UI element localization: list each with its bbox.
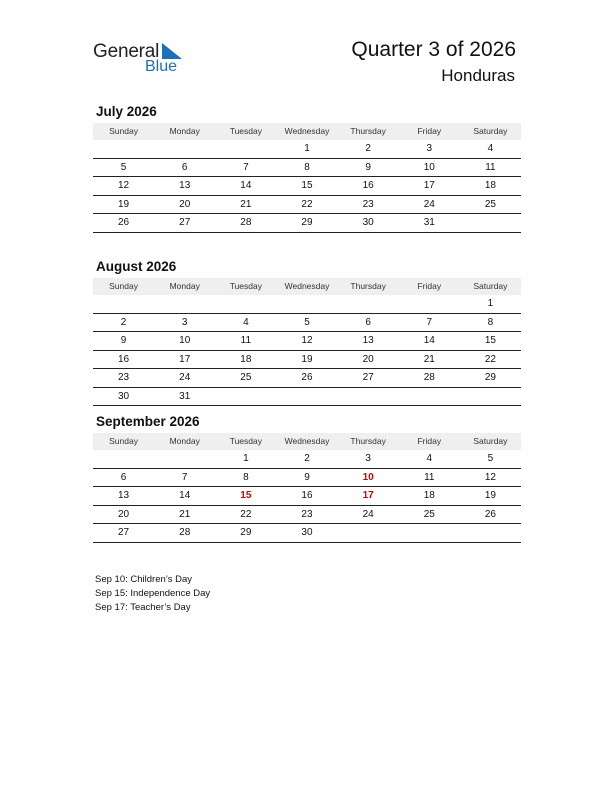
day-cell: 15 xyxy=(240,490,252,501)
week-row xyxy=(93,314,521,333)
weekday-label: Saturday xyxy=(473,281,508,291)
week-row xyxy=(93,140,521,159)
day-cell: 10 xyxy=(423,161,435,173)
week-row xyxy=(93,524,521,543)
day-cell: 3 xyxy=(181,316,188,328)
day-cell: 2 xyxy=(365,143,371,154)
day-cell: 8 xyxy=(487,316,494,328)
day-cell xyxy=(93,450,154,468)
weekday-label: Monday xyxy=(169,281,200,291)
country-name: Honduras xyxy=(441,66,515,85)
day-cell xyxy=(215,388,276,406)
month-grid xyxy=(93,450,521,543)
day-cell: 26 xyxy=(118,217,130,228)
day-cell: 29 xyxy=(301,217,313,228)
day-cell: 16 xyxy=(362,180,374,191)
week-row xyxy=(93,388,521,407)
day-cell: 6 xyxy=(181,161,188,173)
day-cell xyxy=(460,388,521,406)
day-cell: 6 xyxy=(120,471,127,483)
day-cell: 5 xyxy=(304,316,310,328)
day-cell: 14 xyxy=(179,490,191,501)
day-cell: 11 xyxy=(485,161,496,173)
holiday-item: Sep 10: Children’s Day xyxy=(95,574,192,585)
day-cell: 14 xyxy=(240,180,252,191)
month-title: September 2026 xyxy=(96,414,200,429)
day-cell xyxy=(154,140,215,158)
day-cell: 7 xyxy=(243,161,249,173)
day-cell: 23 xyxy=(118,372,130,383)
day-cell: 20 xyxy=(179,198,191,210)
logo-text-general: General xyxy=(93,41,160,62)
holiday-item: Sep 15: Independence Day xyxy=(95,588,211,599)
day-cell: 1 xyxy=(304,143,310,154)
day-cell: 19 xyxy=(118,198,130,210)
day-cell: 12 xyxy=(301,335,313,346)
day-cell xyxy=(399,524,460,542)
week-row xyxy=(93,487,521,506)
logo-text-blue: Blue xyxy=(145,58,178,75)
day-cell: 13 xyxy=(362,335,374,346)
day-cell: 13 xyxy=(179,180,191,191)
month-grid xyxy=(93,295,521,406)
day-cell: 25 xyxy=(240,372,252,383)
week-row xyxy=(93,295,521,314)
weekday-label: Saturday xyxy=(473,126,508,136)
day-cell: 29 xyxy=(484,372,496,383)
week-row xyxy=(93,214,521,233)
week-row xyxy=(93,332,521,351)
weekday-label: Thursday xyxy=(350,281,386,291)
day-cell xyxy=(338,388,399,406)
day-cell: 31 xyxy=(423,217,435,228)
weekday-label: Monday xyxy=(169,126,200,136)
week-row xyxy=(93,506,521,525)
day-cell xyxy=(399,388,460,406)
day-cell xyxy=(93,140,154,158)
day-cell: 11 xyxy=(240,335,252,346)
weekday-label: Tuesday xyxy=(229,281,262,291)
weekday-label: Friday xyxy=(417,126,442,136)
holiday-list xyxy=(95,573,210,615)
day-cell: 27 xyxy=(118,527,130,538)
day-cell: 14 xyxy=(423,335,435,346)
day-cell: 8 xyxy=(243,471,249,483)
day-cell: 6 xyxy=(365,316,371,328)
weekday-label: Wednesday xyxy=(284,436,330,446)
day-cell xyxy=(460,214,521,232)
day-cell: 18 xyxy=(484,180,496,191)
weekday-label: Sunday xyxy=(109,436,138,446)
day-cell: 19 xyxy=(484,490,496,501)
day-cell: 27 xyxy=(362,372,374,383)
weekday-header xyxy=(93,278,521,295)
day-cell: 4 xyxy=(487,143,494,154)
week-row xyxy=(93,369,521,388)
month-title: August 2026 xyxy=(96,259,177,274)
day-cell: 9 xyxy=(365,161,371,173)
day-cell: 15 xyxy=(484,335,496,346)
day-cell: 26 xyxy=(484,508,496,520)
day-cell: 15 xyxy=(301,180,313,191)
day-cell: 24 xyxy=(179,372,191,383)
month-july xyxy=(93,103,521,233)
day-cell: 18 xyxy=(240,353,252,365)
day-cell: 20 xyxy=(118,508,130,520)
day-cell: 4 xyxy=(426,453,433,464)
weekday-label: Thursday xyxy=(350,126,386,136)
day-cell: 28 xyxy=(240,217,252,228)
day-cell xyxy=(460,524,521,542)
day-cell: 25 xyxy=(423,508,435,520)
month-september xyxy=(93,413,521,543)
weekday-header xyxy=(93,433,521,450)
page-title: Quarter 3 of 2026 xyxy=(351,38,516,61)
day-cell: 19 xyxy=(301,353,313,365)
month-title: July 2026 xyxy=(96,104,157,119)
day-cell: 5 xyxy=(120,161,127,173)
day-cell: 10 xyxy=(362,471,374,483)
day-cell: 4 xyxy=(243,316,249,328)
day-cell xyxy=(93,295,154,313)
day-cell: 21 xyxy=(423,353,435,365)
day-cell: 28 xyxy=(179,527,191,538)
weekday-label: Tuesday xyxy=(229,126,262,136)
day-cell: 17 xyxy=(179,353,191,365)
day-cell xyxy=(276,388,337,406)
week-row xyxy=(93,159,521,178)
day-cell: 17 xyxy=(362,490,374,501)
day-cell: 22 xyxy=(484,353,496,365)
holiday-item: Sep 17: Teacher’s Day xyxy=(95,602,191,613)
day-cell: 22 xyxy=(240,508,252,520)
day-cell xyxy=(399,295,460,313)
day-cell xyxy=(338,295,399,313)
day-cell: 9 xyxy=(120,335,127,346)
week-row xyxy=(93,196,521,215)
day-cell: 30 xyxy=(362,217,374,228)
day-cell xyxy=(338,524,399,542)
day-cell: 12 xyxy=(484,471,496,483)
day-cell: 16 xyxy=(118,353,130,365)
day-cell: 2 xyxy=(304,453,310,464)
day-cell: 5 xyxy=(487,453,494,464)
day-cell: 23 xyxy=(301,508,313,520)
day-cell: 24 xyxy=(362,508,374,520)
day-cell: 2 xyxy=(120,316,127,328)
day-cell: 13 xyxy=(118,490,130,501)
day-cell xyxy=(215,140,276,158)
day-cell: 30 xyxy=(118,390,130,402)
weekday-label: Wednesday xyxy=(284,281,330,291)
day-cell: 21 xyxy=(179,508,191,520)
weekday-label: Friday xyxy=(417,436,442,446)
day-cell: 28 xyxy=(423,372,435,383)
day-cell: 25 xyxy=(484,198,496,210)
day-cell: 3 xyxy=(426,143,433,154)
day-cell: 26 xyxy=(301,372,313,383)
day-cell: 11 xyxy=(424,471,435,483)
generalblue-logo xyxy=(93,40,193,80)
weekday-label: Saturday xyxy=(473,436,508,446)
day-cell xyxy=(154,295,215,313)
week-row xyxy=(93,469,521,488)
day-cell: 21 xyxy=(240,198,252,210)
day-cell: 12 xyxy=(118,180,130,191)
day-cell: 24 xyxy=(423,198,435,210)
day-cell: 29 xyxy=(240,527,252,538)
day-cell: 20 xyxy=(362,353,374,365)
day-cell xyxy=(276,295,337,313)
week-row xyxy=(93,177,521,196)
day-cell: 18 xyxy=(423,490,435,501)
day-cell: 10 xyxy=(179,335,191,346)
weekday-label: Sunday xyxy=(109,281,138,291)
day-cell: 1 xyxy=(487,298,494,309)
day-cell: 17 xyxy=(423,180,435,191)
weekday-label: Monday xyxy=(169,436,200,446)
day-cell: 8 xyxy=(304,161,310,173)
day-cell: 27 xyxy=(179,217,191,228)
weekday-label: Tuesday xyxy=(229,436,262,446)
day-cell xyxy=(215,295,276,313)
day-cell: 7 xyxy=(181,471,188,483)
weekday-header xyxy=(93,123,521,140)
weekday-label: Wednesday xyxy=(284,126,330,136)
day-cell: 22 xyxy=(301,198,313,210)
day-cell: 30 xyxy=(301,527,313,538)
weekday-label: Thursday xyxy=(350,436,386,446)
week-row xyxy=(93,351,521,370)
day-cell: 1 xyxy=(243,453,249,464)
day-cell xyxy=(154,450,215,468)
day-cell: 9 xyxy=(304,471,310,483)
day-cell: 31 xyxy=(179,390,191,402)
day-cell: 23 xyxy=(362,198,374,210)
day-cell: 3 xyxy=(365,453,371,464)
weekday-label: Friday xyxy=(417,281,442,291)
month-grid xyxy=(93,140,521,233)
month-august xyxy=(93,258,521,406)
weekday-label: Sunday xyxy=(109,126,138,136)
week-row xyxy=(93,450,521,469)
day-cell: 16 xyxy=(301,490,313,501)
day-cell: 7 xyxy=(426,316,433,328)
